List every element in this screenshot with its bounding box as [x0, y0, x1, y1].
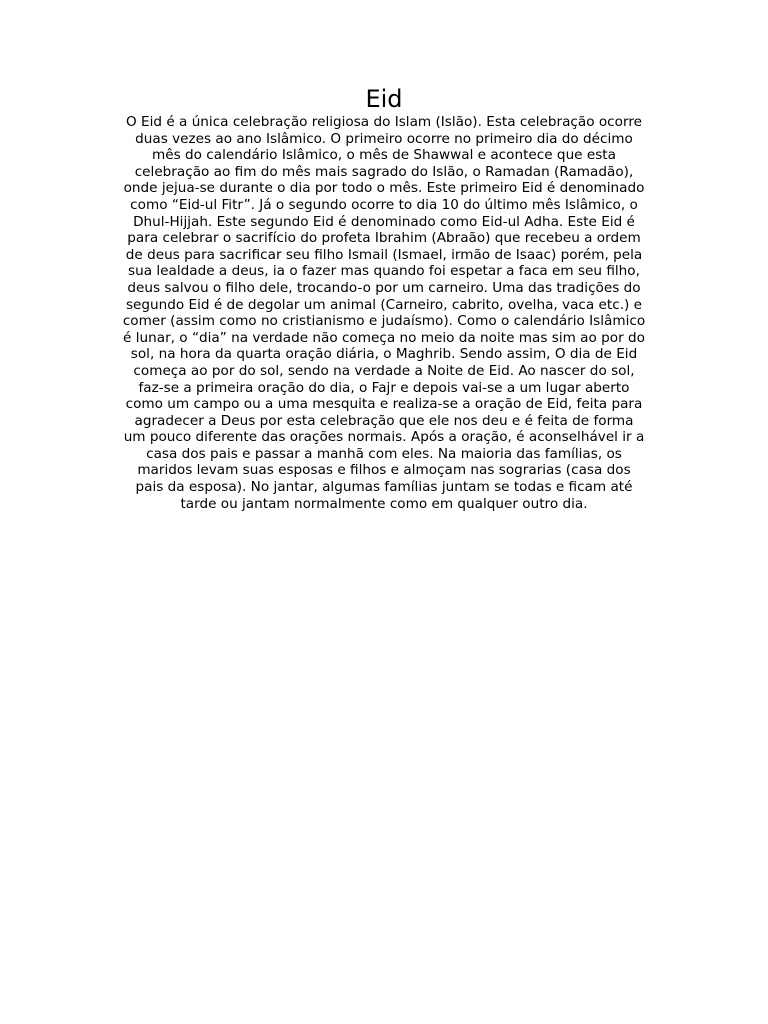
- body-line: segundo Eid é de degolar um animal (Carneiro, cabrito, ovelha, vaca etc.) e: [125, 296, 643, 313]
- body-line: comer (assim como no cristianismo e judaísmo). Como o calendário Islâmico: [122, 313, 646, 330]
- body-line: sua lealdade a deus, ia o fazer mas quando foi espetar a faca em seu filho,: [128, 263, 640, 280]
- body-line: faz-se a primeira oração do dia, o Fajr e depois vai-se a um lugar aberto: [138, 379, 630, 396]
- body-line: para celebrar o sacrifício do profeta Ibrahim (Abraão) que recebeu a ordem: [127, 230, 641, 247]
- body-line: como um campo ou a uma mesquita e realiza-se a oração de Eid, feita para: [125, 396, 643, 413]
- body-line: casa dos pais e passar a manhã com eles. Na maioria das famílias, os: [146, 445, 622, 462]
- body-line: um pouco diferente das orações normais. Após a oração, é aconselhável ir a: [123, 429, 645, 446]
- body-line: duas vezes ao ano Islâmico. O primeiro ocorre no primeiro dia do décimo: [135, 130, 633, 147]
- document-body: [108, 114, 660, 512]
- body-line: deus salvou o filho dele, trocando-o por um carneiro. Uma das tradições do: [127, 279, 641, 296]
- body-line: mês do calendário Islâmico, o mês de Shawwal e acontece que esta: [152, 147, 616, 164]
- body-line: tarde ou jantam normalmente como em qualquer outro dia.: [180, 495, 588, 512]
- body-line: é lunar, o “dia” na verdade não começa no meio da noite mas sim ao por do: [123, 329, 645, 346]
- body-line: celebração ao fim do mês mais sagrado do Islão, o Ramadan (Ramadão),: [134, 163, 634, 180]
- body-line: de deus para sacrificar seu filho Ismail (Ismael, irmão de Isaac) porém, pela: [125, 246, 643, 263]
- body-line: onde jejua-se durante o dia por todo o mês. Este primeiro Eid é denominado: [123, 180, 645, 197]
- body-line: começa ao por do sol, sendo na verdade a Noite de Eid. Ao nascer do sol,: [133, 362, 635, 379]
- body-line: agradecer a Deus por esta celebração que ele nos deu e é feita de forma: [134, 412, 634, 429]
- body-line: pais da esposa). No jantar, algumas famílias juntam se todas e ficam até: [135, 479, 633, 496]
- body-line: Dhul-Hijjah. Este segundo Eid é denominado como Eid-ul Adha. Este Eid é: [133, 213, 635, 230]
- body-line: maridos levam suas esposas e filhos e almoçam nas sograrias (casa dos: [137, 462, 631, 479]
- document-title: Eid: [365, 85, 403, 113]
- body-line: O Eid é a única celebração religiosa do Islam (Islão). Esta celebração ocorre: [126, 114, 642, 130]
- body-line: sol, na hora da quarta oração diária, o Maghrib. Sendo assim, O dia de Eid: [130, 346, 638, 363]
- body-line: como “Eid-ul Fitr”. Já o segundo ocorre to dia 10 do último mês Islâmico, o: [130, 196, 638, 213]
